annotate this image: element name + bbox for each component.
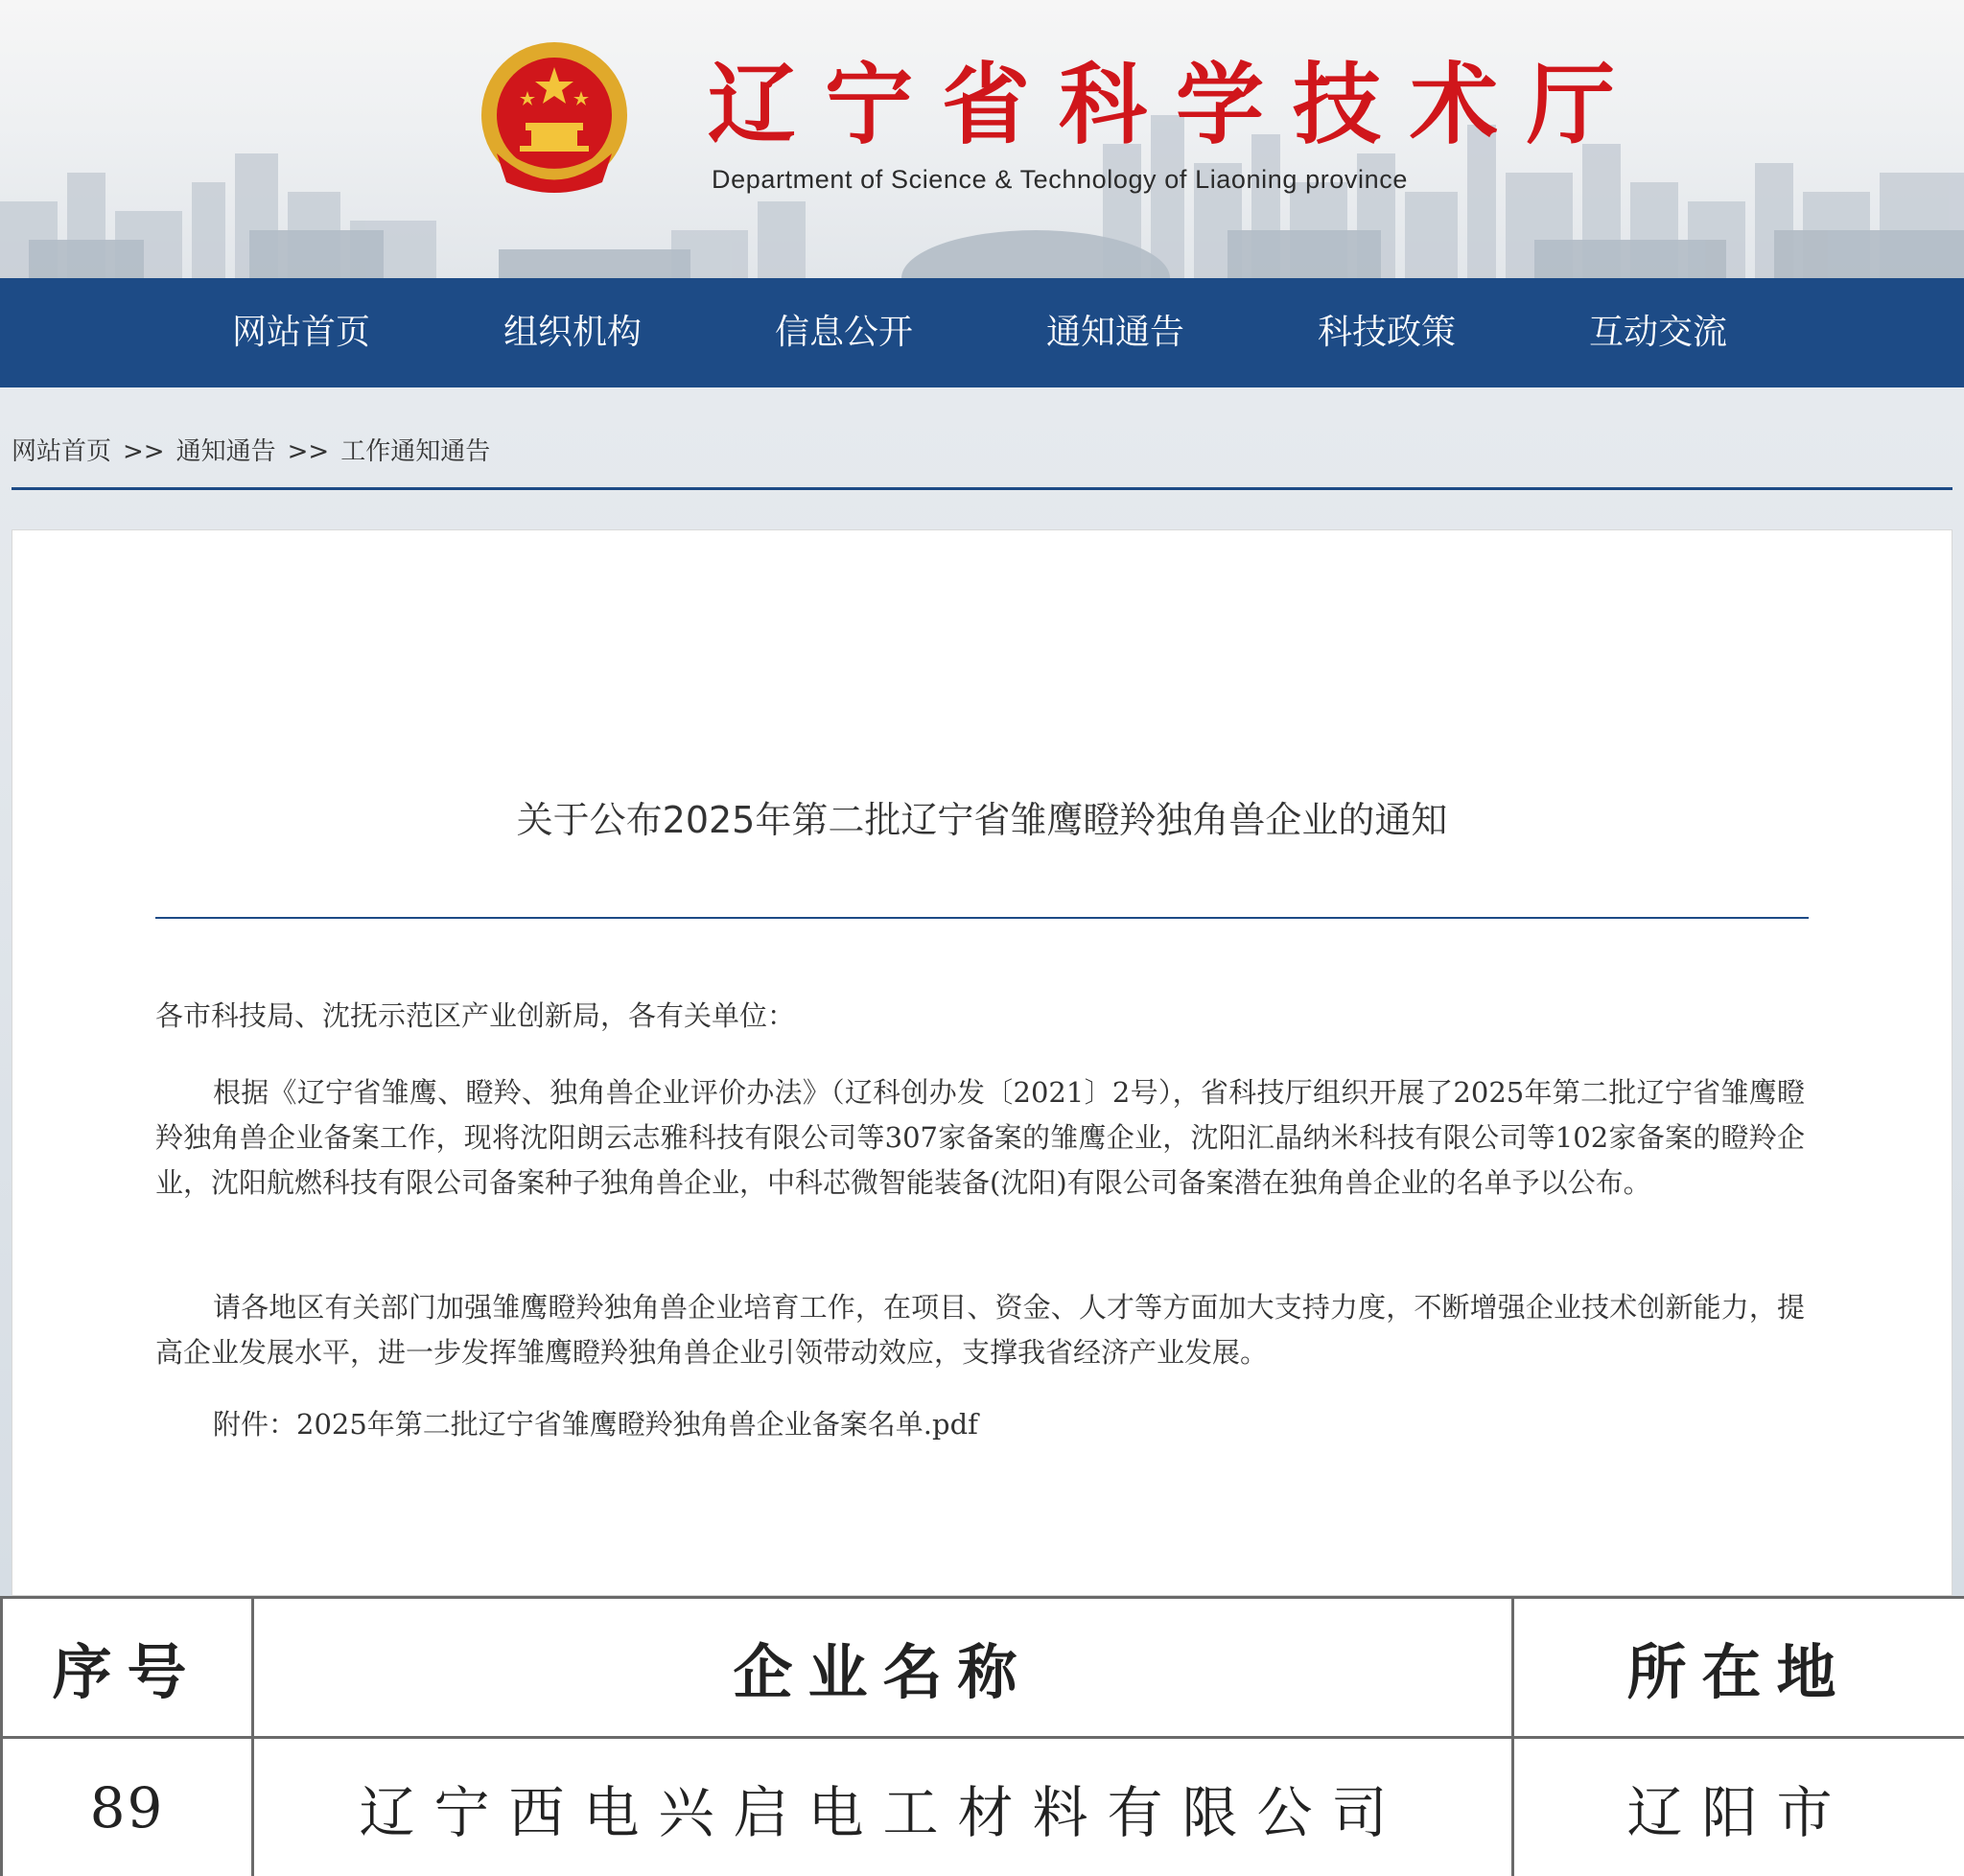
roster-table bbox=[0, 1596, 1964, 1876]
article-salutation: 各市科技局、沈抚示范区产业创新局，各有关单位： bbox=[155, 999, 796, 1032]
breadcrumb-item-work-notices[interactable]: 工作通知通告 bbox=[340, 437, 491, 466]
table-cell-index: 89 bbox=[2, 1738, 253, 1876]
main-nav bbox=[0, 278, 1964, 387]
breadcrumb bbox=[12, 432, 490, 467]
roster-table-excerpt bbox=[0, 1596, 1964, 1876]
site-title: 辽宁省科学技术厅 bbox=[708, 53, 1645, 156]
site-banner bbox=[0, 0, 1964, 278]
nav-item-notices[interactable]: 通知通告 bbox=[1045, 313, 1184, 352]
breadcrumb-divider bbox=[12, 487, 1952, 490]
site-subtitle: Department of Science & Technology of Liaoning province bbox=[712, 165, 1408, 194]
breadcrumb-separator: >> bbox=[287, 437, 330, 466]
nav-item-info-disclosure[interactable]: 信息公开 bbox=[774, 313, 913, 352]
table-header-row bbox=[2, 1598, 1964, 1738]
article-paragraph: 请各地区有关部门加强雏鹰瞪羚独角兽企业培育工作，在项目、资金、人才等方面加大支持力度，不断增强企业技术创新能力，提高企业发展水平，进一步发挥雏鹰瞪羚独角兽企业引领带动效应，支撑我省经济产业发展。 bbox=[155, 1291, 1805, 1369]
table-header-location: 所在地 bbox=[1513, 1598, 1964, 1738]
table-row bbox=[2, 1738, 1964, 1876]
nav-item-organization[interactable]: 组织机构 bbox=[503, 313, 642, 352]
article-title: 关于公布2025年第二批辽宁省雏鹰瞪羚独角兽企业的通知 bbox=[516, 799, 1448, 841]
table-cell-location: 辽阳市 bbox=[1513, 1738, 1964, 1876]
nav-item-policies[interactable]: 科技政策 bbox=[1317, 313, 1456, 352]
breadcrumb-separator: >> bbox=[123, 437, 165, 466]
article-paragraph: 根据《辽宁省雏鹰、瞪羚、独角兽企业评价办法》（辽科创办发〔2021〕2号），省科技厅组织开展了2025年第二批辽宁省雏鹰瞪羚独角兽企业备案工作，现将沈阳朗云志雅科技有限公司等307家备案的雏鹰企业，沈阳汇晶纳米科技有限公司等102家备案的瞪羚企业，沈阳航燃科技有限公司备案种子独角兽企业，中科芯微智能装备(沈阳)有限公司备案潜在独角兽企业的名单予以公布。 bbox=[155, 1076, 1805, 1199]
table-header-company: 企业名称 bbox=[253, 1598, 1513, 1738]
breadcrumb-item-notices[interactable]: 通知通告 bbox=[175, 437, 276, 466]
nav-item-home[interactable]: 网站首页 bbox=[231, 313, 370, 352]
table-header-index: 序号 bbox=[2, 1598, 253, 1738]
nav-item-interaction[interactable]: 互动交流 bbox=[1588, 313, 1727, 352]
table-cell-company: 辽宁西电兴启电工材料有限公司 bbox=[253, 1738, 1513, 1876]
national-emblem-icon bbox=[478, 38, 631, 203]
breadcrumb-item-home[interactable]: 网站首页 bbox=[12, 437, 112, 466]
title-divider bbox=[155, 917, 1809, 919]
attachment-link[interactable]: 附件：2025年第二批辽宁省雏鹰瞪羚独角兽企业备案名单.pdf bbox=[213, 1408, 978, 1441]
